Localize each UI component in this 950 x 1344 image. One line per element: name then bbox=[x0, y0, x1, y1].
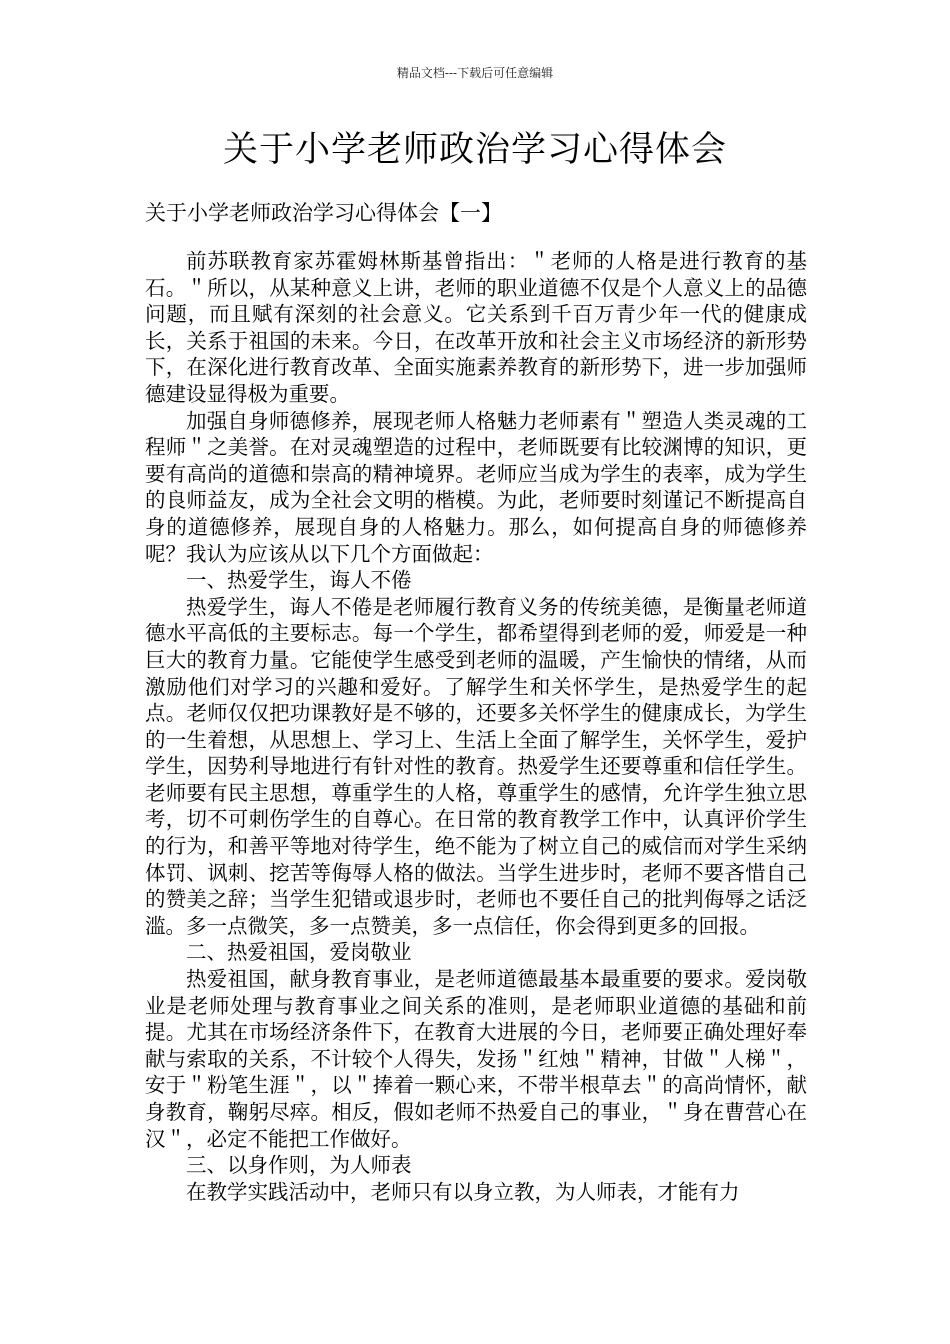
paragraph: 在教学实践活动中，老师只有以身立教，为人师表，才能有力 bbox=[186, 1179, 740, 1204]
section-title: 关于小学老师政治学习心得体会【一】 bbox=[145, 201, 502, 225]
paragraph: 加强自身师德修养，展现老师人格魅力老师素有＂塑造人类灵魂的工程师＂之美誉。在对灵魂塑造的过程中，老师既要有比较渊博的知识，更要有高尚的道德和崇高的精神境界。老师应当成为学生的表率，成为学生的良师益友，成为全社会文明的楷模。为此，老师要时刻谨记不断提高自身的道德修养，展现自身的人格魅力。那么，如何提高自身的师德修养呢？我认为应该从以下几个方面做起： bbox=[145, 408, 807, 566]
paragraph: 热爱学生，诲人不倦是老师履行教育义务的传统美德，是衡量老师道德水平高低的主要标志。每一个学生，都希望得到老师的爱，师爱是一种巨大的教育力量。它能使学生感受到老师的温暖，产生愉快的情绪，从而激励他们对学习的兴趣和爱好。了解学生和关怀学生，是热爱学生的起点。老师仅仅把功课教好是不够的，还要多关怀学生的健康成长，为学生的一生着想，从思想上、学习上、生活上全面了解学生，关怀学生，爱护学生，因势利导地进行有针对性的教育。热爱学生还要尊重和信任学生。老师要有民主思想，尊重学生的人格，尊重学生的感情，允许学生独立思考，切不可刺伤学生的自尊心。在日常的教育教学工作中，认真评价学生的行为，和善平等地对待学生，绝不能为了树立自己的威信而对学生采纳体罚、讽刺、挖苦等侮辱人格的做法。当学生进步时，老师不要吝惜自己的赞美之辞；当学生犯错或退步时，老师也不要任自己的批判侮辱之话泛滥。多一点微笑，多一点赞美，多一点信任，你会得到更多的回报。 bbox=[145, 594, 807, 938]
paragraph: 前苏联教育家苏霍姆林斯基曾指出：＂老师的人格是进行教育的基石。＂所以，从某种意义上讲，老师的职业道德不仅是个人意义上的品德问题，而且赋有深刻的社会意义。它关系到千百万青少年一代的健康成长，关系于祖国的未来。今日，在改革开放和社会主义市场经济的新形势下，在深化进行教育改革、全面实施素养教育的新形势下，进一步加强师德建设显得极为重要。 bbox=[145, 249, 807, 406]
subheading: 一、热爱学生，诲人不倦 bbox=[186, 568, 412, 593]
subheading: 三、以身作则，为人师表 bbox=[186, 1153, 412, 1178]
document-title: 关于小学老师政治学习心得体会 bbox=[222, 130, 727, 170]
paragraph: 热爱祖国，献身教育事业，是老师道德最基本最重要的要求。爱岗敬业是老师处理与教育事业之间关系的准则，是老师职业道德的基础和前提。尤其在市场经济条件下，在教育大进展的今日，老师要正确处理好奉献与索取的关系，不计较个人得失，发扬＂红烛＂精神，甘做＂人梯＂，安于＂粉笔生涯＂，以＂捧着一颗心来，不带半根草去＂的高尚情怀，献身教育，鞠躬尽瘁。相反，假如老师不热爱自己的事业，＂身在曹营心在汉＂，必定不能把工作做好。 bbox=[145, 967, 807, 1151]
document-body bbox=[145, 248, 807, 1205]
header-note: 精品文档---下载后可任意编辑 bbox=[396, 66, 554, 80]
subheading: 二、热爱祖国，爱岗敬业 bbox=[186, 940, 412, 965]
